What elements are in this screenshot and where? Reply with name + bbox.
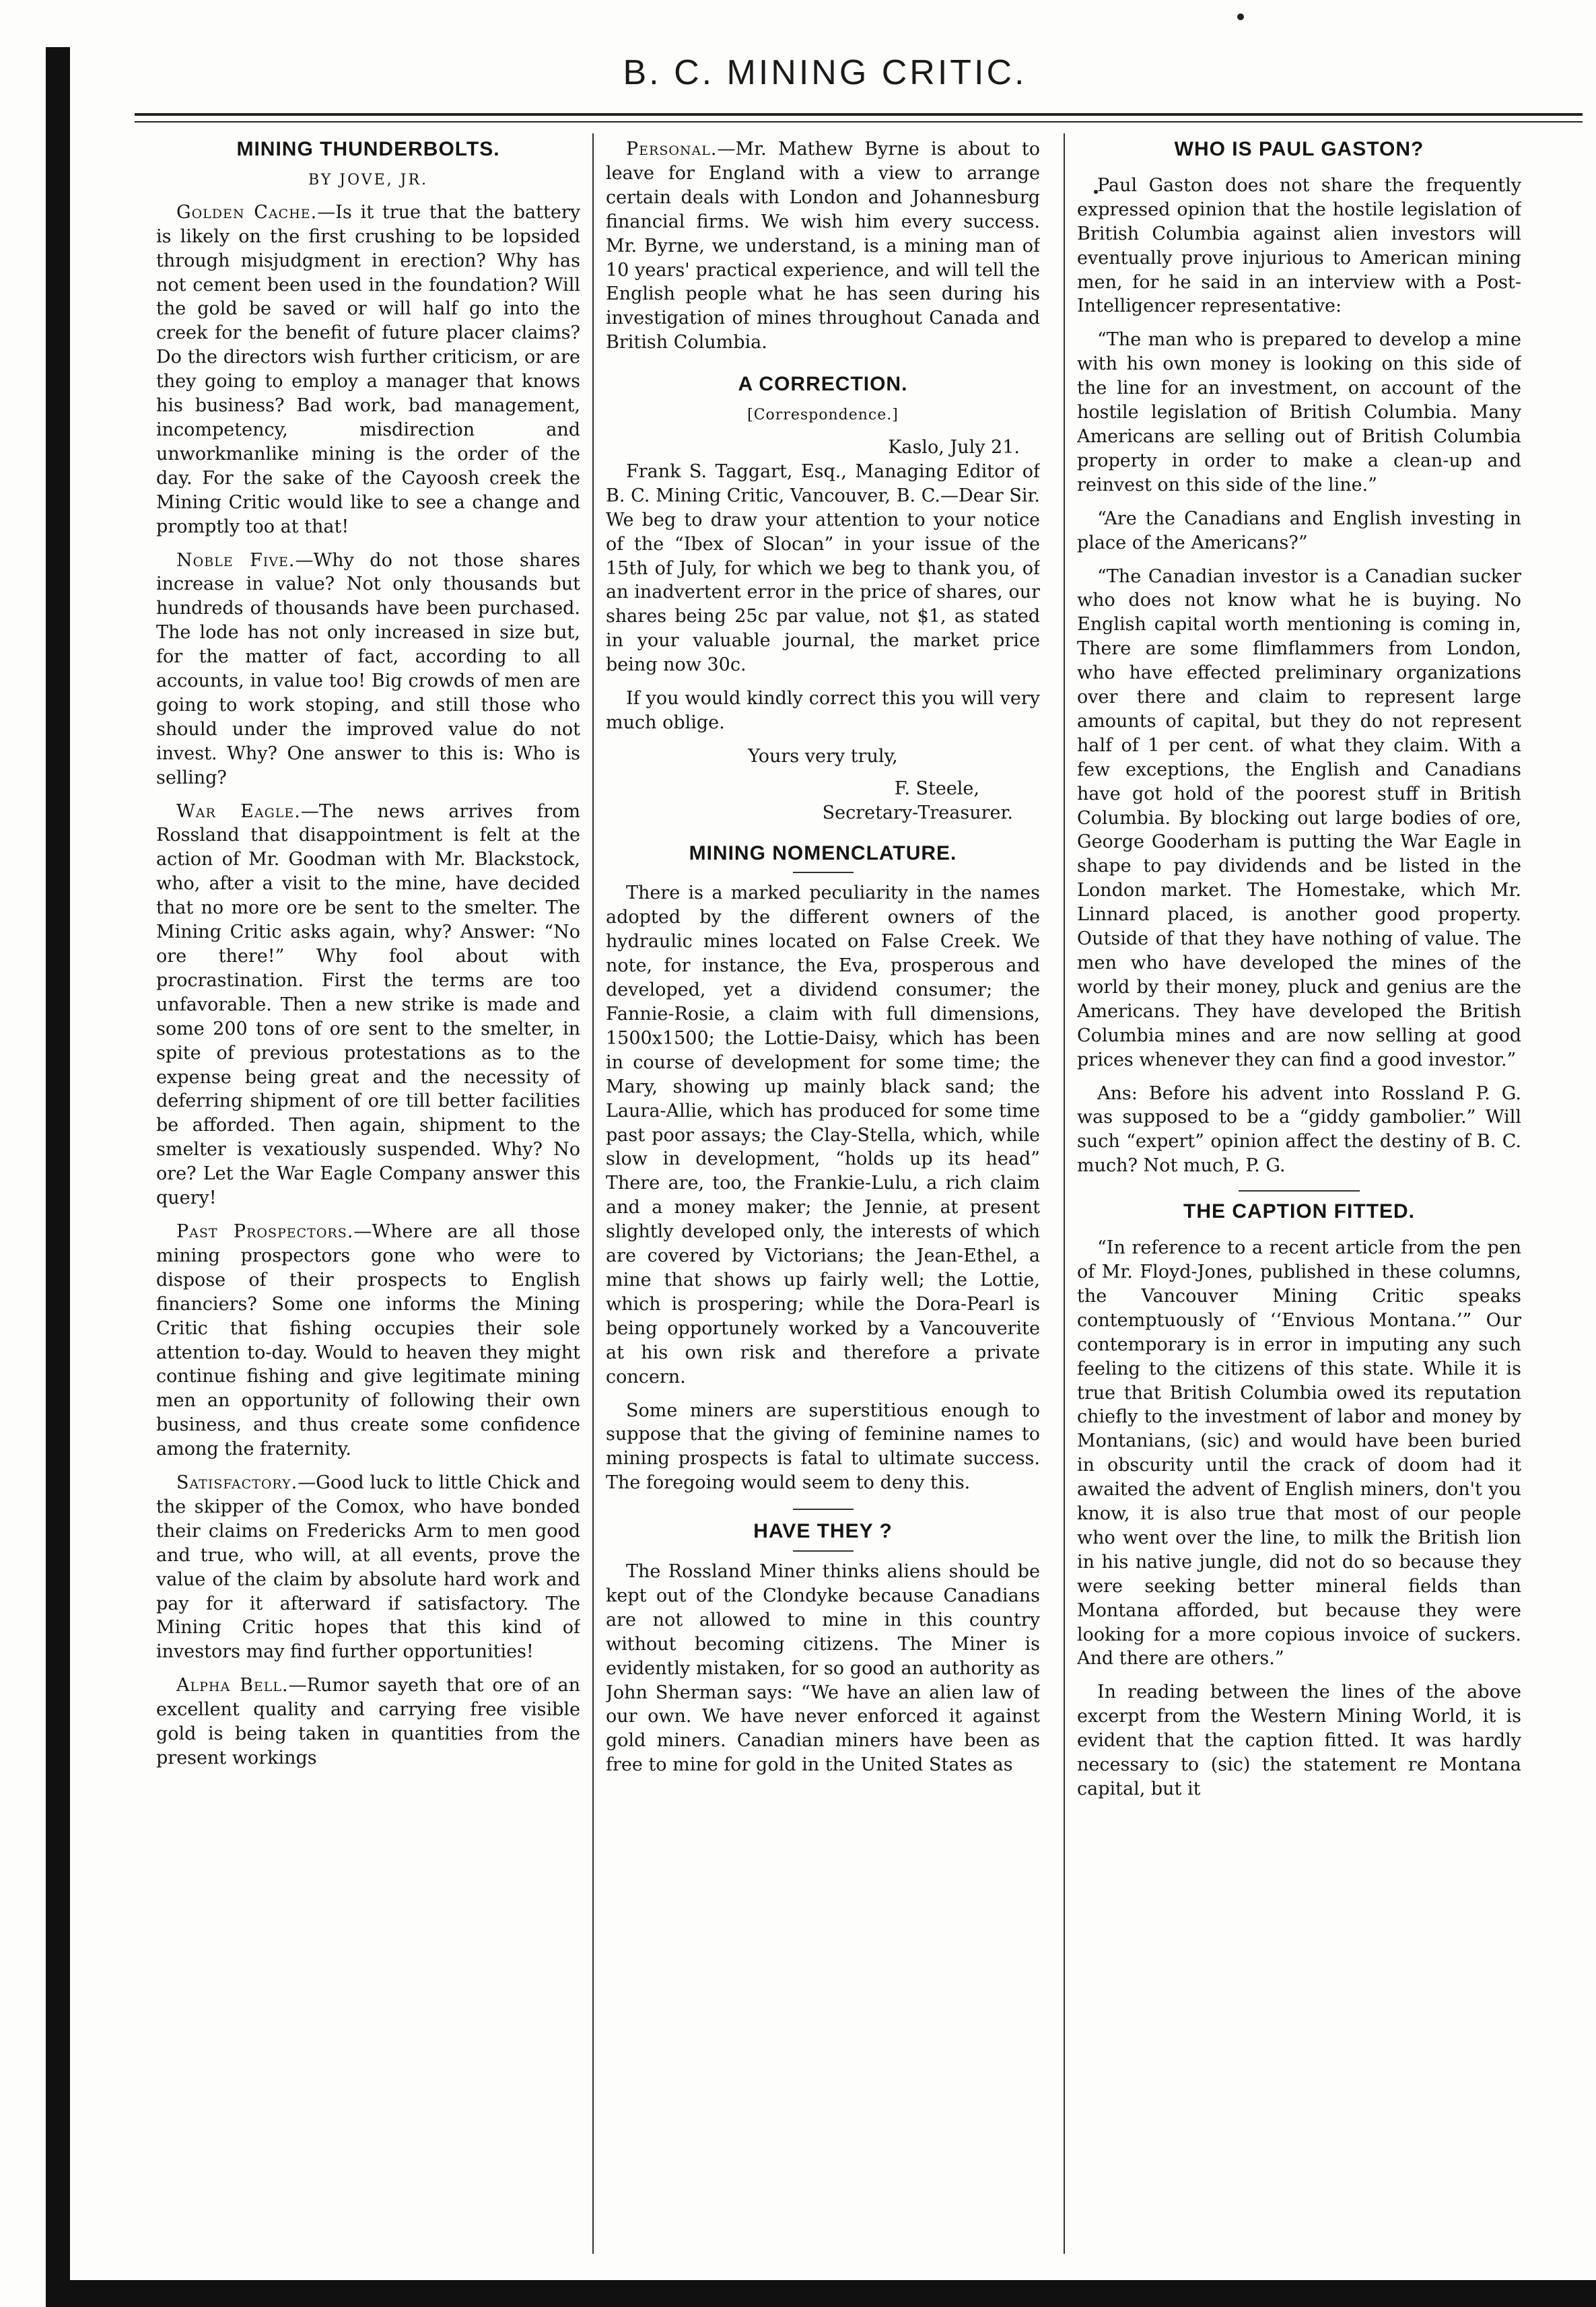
item-text: —Is it true that the battery is likely on the first crushing to be lopsided through misjudgment in erection? Why has not cement been used in the foundation? Will the gold be saved or will half go into the creek for the benefit of future placer claims? Do the directors wish further criticism, or are they going to employ a manager that knows his business? Bad work, bad management, incompetency, misdirection and unworkmanlike mining is the order of the day. For the sake of the Cayoosh creek the Mining Critic would like to see a change and promptly too at that! — [156, 201, 580, 537]
item-lead: Golden Cache. — [176, 201, 318, 223]
item-text: —Rumor sayeth that ore of an excellent quality and carrying free visible gold is being taken in quantities from the present workings — [156, 1675, 580, 1768]
closing: Yours very truly, — [748, 745, 898, 767]
nomenclature-para: Some miners are superstitious enough to suppose that the giving of feminine names to mining prospects is fatal to ultimate success. The foregoing would seem to deny this. — [606, 1400, 1040, 1494]
item-personal — [606, 137, 1040, 355]
item-lead: Personal. — [626, 139, 718, 160]
short-rule — [1239, 1190, 1360, 1192]
short-rule — [793, 1550, 854, 1552]
item-text: —The news arrives from Rossland that disappointment is felt at the action of Mr. Goodman with Mr. Blackstock, who, after a visit to the mine, have decided that no more ore be sent to the smelter. The Mining Critic asks again, why? Answer: “No ore there!” Why fool about with procrastination. First the terms are too unfavorable. Then a new strike is made and some 200 tons of ore sent to the smelter, in spite of previous protestations as to the expense being great and the necessity of deferring shipment of ore till better facilities be afforded. Then again, shipment to the smelter is vexatiously suspended. Why? No ore? Let the War Eagle Company answer this query! — [156, 800, 580, 1209]
column-3 — [1077, 133, 1521, 2261]
column-2 — [606, 133, 1040, 2261]
paul-para: Ans: Before his advent into Rossland P. G. was supposed to be a “giddy gambolier.” Will such “expert” opinion affect the destiny of B. C. much? Not much, P. G. — [1077, 1082, 1521, 1177]
heading-mining-thunderbolts: MINING THUNDERBOLTS. — [236, 138, 500, 160]
heading-mining-nomenclature: MINING NOMENCLATURE. — [689, 841, 957, 864]
paul-para: “The Canadian investor is a Canadian sucker who does not know what he is buying. No English capital worth mentioning is coming in, There are some flimflammers from London, who have effected preliminary organizations over there and claim to represent large amounts of capital, but they do not represent half of 1 per cent. of what they claim. With a few exceptions, the English and Canadians have got hold of the poorest stuff in British Columbia. By blocking out large bodies of ore, George Gooderham is putting the War Eagle in shape to pay dividends and be listed in the London market. The Homestake, which Mr. Linnard placed, is another good property. Outside of that they have nothing of value. The men who have developed the mines of the world by their money, pluck and genius are the Americans. They have developed the British Columbia mines and are now selling at good prices whenever they can find a good investor.” — [1077, 565, 1521, 1070]
item-lead: Past Prospectors. — [176, 1220, 354, 1242]
short-rule — [793, 1509, 854, 1510]
item-text: —Mr. Mathew Byrne is about to leave for England with a view to arrange certain deals with London and Johannesburg financial firms. We wish him every success. Mr. Byrne, we understand, is a mining man of 10 years' practical experience, and will tell the English people what he has seen during his investigation of mines throughout Canada and British Columbia. — [606, 139, 1040, 353]
heading-the-caption-fitted: THE CAPTION FITTED. — [1183, 1200, 1415, 1223]
dateline: Kaslo, July 21. — [888, 436, 1020, 458]
nomenclature-para: There is a marked peculiarity in the names adopted by the different owners of the hydraulic mines located on False Creek. We note, for instance, the Eva, prosperous and developed, yet a dividend consumer; the Fannie-Rosie, a claim with full dimensions, 1500x1500; the Lottie-Daisy, which has been in course of development for some time; the Mary, showing up mainly black sand; the Laura-Allie, which has produced for some time past poor assays; the Clay-Stella, which, while slow in development, “holds up its head” There are, too, the Frankie-Lulu, a rich claim and a money maker; the Jennie, at present slightly developed only, the interests of which are covered by Victorians; the Jean-Ethel, a mine that shows up fairly well; the Lottie, which is prospering; while the Dora-Pearl is being opportunely worked by a Vancouverite at his own risk and therefore a private concern. — [606, 883, 1040, 1387]
byline: BY JOVE, JR. — [308, 171, 429, 188]
heading-have-they: HAVE THEY ? — [753, 1520, 893, 1543]
item-noble-five — [156, 549, 580, 790]
item-past-prospectors — [156, 1220, 580, 1461]
correction-request: If you would kindly correct this you will very much oblige. — [606, 688, 1040, 733]
item-lead: Alpha Bell. — [176, 1675, 289, 1696]
item-alpha-bell — [156, 1674, 580, 1770]
heading-a-correction: A CORRECTION. — [738, 373, 908, 396]
column-1 — [156, 133, 580, 2261]
item-text: —Where are all those mining prospectors gone who were to dispose of their prospects to English financiers? Some one informs the Mining Critic that fishing occupies their sole attention to-day. Would to heaven they might continue fishing and give legitimate mining men an opportunity of following their own business, and thus create some confidence among the fraternity. — [156, 1220, 580, 1460]
scan-bottom-edge — [46, 2280, 1596, 2307]
masthead-rule — [135, 113, 1583, 116]
item-lead: Satisfactory. — [176, 1472, 298, 1494]
masthead: B. C. MINING CRITIC. — [623, 53, 1027, 92]
correction-body: Frank S. Taggart, Esq., Managing Editor of B. C. Mining Critic, Vancouver, B. C.—Dear Sir. We beg to draw your attention to your notice of the “Ibex of Slocan” in your issue of the 15th of July, for which we beg to thank you, of an inadvertent error in the price of shares, our shares being 25c par value, not $1, as stated in your valuable journal, the market price being now 30c. — [606, 460, 1040, 676]
masthead-rule-thin — [135, 121, 1583, 123]
caption-para: “In reference to a recent article from the pen of Mr. Floyd-Jones, published in these columns, the Vancouver Mining Critic speaks contemptuously of ‘‘Envious Montana.’” Our contemporary is in error in imputing any such feeling to the citizens of this state. While it is true that British Columbia owed its reputation chiefly to the investment of labor and money by Montanians, (sic) and would have been buried in obscurity until the crack of doom had it awaited the advent of English miners, don't you know, it is also true that most of our people who went over the line, to milk the British lion in his native jungle, did not do so because they were seeking better mineral fields than Montana afforded, but because they were looking for a more copious invoice of suckers. And there are others.” — [1077, 1237, 1521, 1669]
item-war-eagle — [156, 800, 580, 1210]
heading-who-is-paul-gaston: WHO IS PAUL GASTON? — [1174, 138, 1424, 160]
signer: F. Steele, — [894, 778, 979, 799]
column-rule — [1064, 133, 1065, 2254]
signer-title: Secretary-Treasurer. — [822, 802, 1013, 823]
correspondence-note: [Correspondence.] — [747, 407, 899, 424]
item-text: —Good luck to little Chick and the skipper of the Comox, who have bonded their claims on Fredericks Arm to men good and true, who will, at all events, prove the value of the claim by absolute hard work and pay for it afterward if satisfactory. The Mining Critic hopes that this kind of investors may find further opportunities! — [156, 1472, 580, 1663]
item-text: —Why do not those shares increase in value? Not only thousands but hundreds of thousands have been purchased. The lode has not only increased in size but, for the matter of fact, according to all accounts, in value too! Big crowds of men are going to work stoping, and still those who should under the improved value do not invest. Why? One answer to this is: Who is selling? — [156, 549, 580, 788]
caption-para: In reading between the lines of the above excerpt from the Western Mining World, it is evident that the caption fitted. It was hardly necessary to (sic) the statement re Montana capital, but it — [1077, 1682, 1521, 1799]
speck — [1237, 13, 1244, 20]
column-rule — [592, 133, 594, 2254]
paul-para: Paul Gaston does not share the frequently expressed opinion that the hostile legislation of British Columbia against alien investors will eventually prove injurious to American mining men, for he said in an interview with a Post-Intelligencer representative: — [1077, 174, 1521, 317]
binding-edge — [46, 47, 70, 2307]
item-lead: War Eagle. — [176, 800, 301, 822]
item-lead: Noble Five. — [176, 549, 296, 571]
have-they-body: The Rossland Miner thinks aliens should be kept out of the Clondyke because Canadians are not allowed to mine in this country without becoming citizens. The Miner is evidently mistaken, for so good an authority as John Sherman says: “We have an alien law of our own. We have never enforced it against gold miners. Canadian miners have been as free to mine for gold in the United States as — [606, 1561, 1040, 1776]
item-golden-cache — [156, 201, 580, 539]
paul-para: “The man who is prepared to develop a mine with his own money is looking on this side of the line for an investment, on account of the hostile legislation of British Columbia. Many Americans are selling out of British Columbia property in order to make a clean-up and reinvest on this side of the line.” — [1077, 329, 1521, 495]
short-rule — [793, 872, 854, 873]
item-satisfactory — [156, 1471, 580, 1664]
paul-para: “Are the Canadians and English investing in place of the Americans?” — [1077, 508, 1521, 553]
